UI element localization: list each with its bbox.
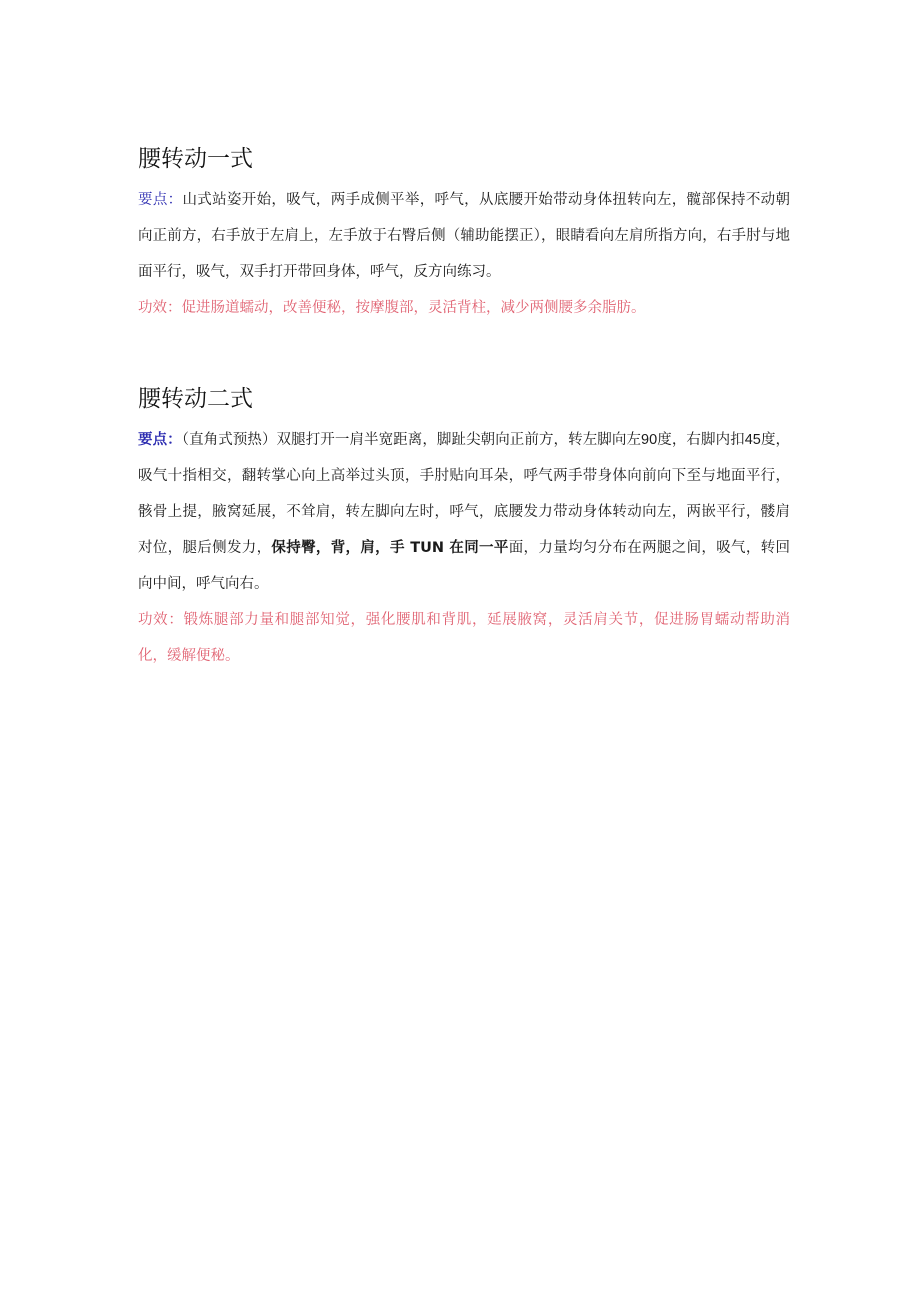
- key-points-label: 要点：: [138, 192, 183, 208]
- effect-label: 功效：: [138, 612, 184, 628]
- key-points-text: 面，力量均匀分布在两腿之间，吸气，转回向中间，呼气向右。: [138, 540, 791, 592]
- effect-label: 功效：: [138, 300, 182, 316]
- key-points-bold-text: 保持臀，背，肩，手 TUN 在同一平: [271, 540, 509, 556]
- key-points-paragraph: [138, 182, 790, 290]
- section-waist-twist-1: [138, 142, 790, 326]
- key-points-text: 度，右脚内扣: [657, 432, 745, 448]
- section-waist-twist-2: [138, 382, 790, 674]
- key-points-text: （直角式预热）双腿打开一肩半宽距离，脚趾尖朝向正前方，转左脚向左: [181, 432, 642, 448]
- effect-paragraph: [138, 602, 790, 674]
- effect-paragraph: [138, 290, 790, 326]
- section-title: 腰转动一式: [138, 146, 253, 172]
- angle-value: 90: [641, 432, 658, 448]
- key-points-text: 度，吸气十指相交，翻转掌心向上高举过头顶，手肘贴向耳朵，呼气两手带身体向前向下至与地面平行，骸骨上提，腋窝延展，不耸肩，转左脚向左时，呼气，底腰发力带动身体转动向左，两嵌平行，髅肩对位，腿后侧发力，: [138, 432, 791, 556]
- key-points-text: 山式站姿开始，吸气，两手成侧平举，呼气，从底腰开始带动身体扭转向左，髋部保持不动朝向正前方，右手放于左肩上，左手放于右臀后侧（辅助能摆正），眼睛看向左肩所指方向，右手肘与地面平行，吸气，双手打开带回身体，呼气，反方向练习。: [138, 192, 791, 280]
- key-points-label: 要点：: [138, 432, 182, 448]
- effect-text: 锻炼腿部力量和腿部知觉，强化腰肌和背肌，延展腋窝，灵活肩关节，促进肠胃蠕动帮助消化，缓解便秘。: [138, 612, 791, 664]
- section-title: 腰转动二式: [138, 386, 253, 412]
- key-points-paragraph: [138, 422, 790, 602]
- effect-text: 促进肠道蠕动，改善便秘，按摩腹部，灵活背柱，减少两侧腰多余脂肪。: [181, 300, 646, 316]
- angle-value: 45: [744, 432, 761, 448]
